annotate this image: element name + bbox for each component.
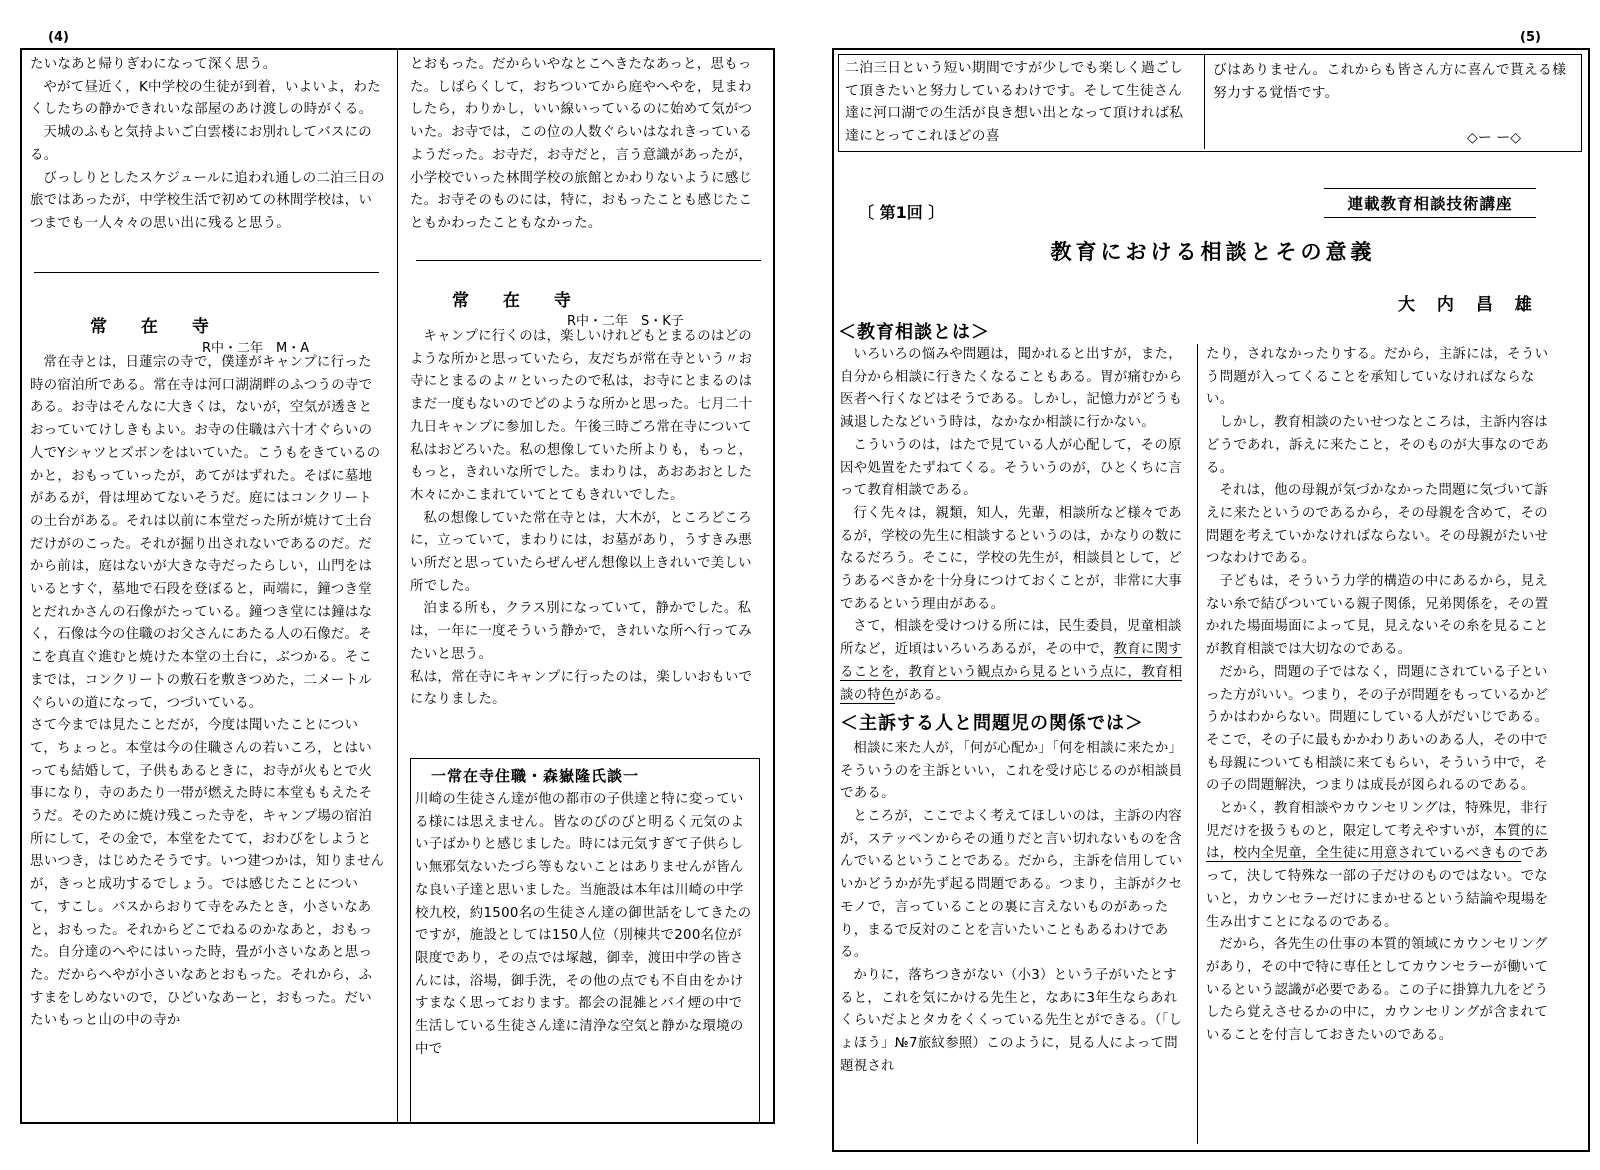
interview-box — [410, 758, 760, 1123]
paragraph: 私は，常在寺にキャンプに行ったのは，楽しいおもいでになりました。 — [410, 669, 753, 708]
paragraph: 天城のふもと気持よいご白雲楼にお別れしてバスにのる。 — [30, 125, 372, 163]
paragraph: やがて昼近く，K中学校の生徒が到着，いよいよ，わたくしたちの静かできれいな部屋のあけ渡しの時がくる。 — [30, 79, 381, 118]
paragraph-text: とかく，教育相談やカウンセリングは，特殊児，非行児だけを扱うものと，限定して考えやすいが， — [1206, 801, 1548, 839]
paragraph: 行く先々は，親類，知人，先輩，相談所など様々であるが，学校の先生に相談するというのは，かなりの数になるだろう。そこに，学校の先生が，相談員として，どうあるべきかを十分身につけておくことが，非常に大事であるという理由がある。 — [840, 505, 1183, 612]
page-right — [832, 48, 1590, 1152]
paragraph: 子どもは，そういう力学的構造の中にあるから，見えない糸で結びついている親子関係，兄弟関係を，その置かれた場面場面によって見，見えないその糸を見ることが教育相談では大切なのである。 — [1206, 574, 1549, 658]
paragraph: とおもった。だからいやなとこへきたなあっと，思もった。しばらくして，おちついてから庭やへやを，見まわしたら，わりかし，いい線いっているのに始めて気がついた。お寺では，この位の人数ぐらいはなれきっているようだった。お寺だ，お寺だと，言う意識があったが，小学校でいった林間学校の旅館とかわりないように感じた。お寺そのものには，特に，おもったことも感じたこともかわったこともなかった。 — [410, 57, 753, 231]
paragraph: キャンプに行くのは，楽しいけれどもとまるのはどのような所かと思っていたら，友だちが常在寺という〃お寺にとまるのよ〃といったので私は，お寺にとまるのはまだ一度もないのでどのような所かと思った。七月二十九日キャンプに参加した。午後三時ごろ常在寺について私はおどろいた。私の想像していた所よりも，もっと，もっと，きれいな所でした。まわりは，あおあおとした木々にかこまれていてとてもきれいでした。 — [410, 329, 753, 503]
series-number: 〔 第1回 〕 — [858, 203, 945, 222]
paragraph: びっしりとしたスケジュールに追われ通しの二泊三日の旅ではあったが，中学校生活で初めての林間学校は，いつまでも一人々々の思い出に残ると思う。 — [30, 170, 385, 231]
paragraph: たいなあと帰りぎわになって深く思う。 — [30, 57, 277, 72]
paragraph: いろいろの悩みや問題は，聞かれると出すが，また，自分から相談に行きたくなることもある。胃が痛むから医者へ行くなどはそうである。しかし，記憶力がどうも減退したなどいう時は，なかなか相談に行かない。 — [840, 347, 1183, 431]
paragraph: こういうのは，はたで見ている人が心配して，その原因や処置をたずねてくる。そういうのが，ひとくちに言って教育相談である。 — [840, 437, 1182, 499]
article-author: 大 内 昌 雄 — [1398, 295, 1540, 315]
paragraph: 相談に来た人が，「何が心配か」「何を相談に来たか」そういうのを主訴といい，これを受け応じるのが相談員である。 — [840, 740, 1183, 802]
box-text-right: びはありません。これからも皆さん方に喜んで貰える様努力する覚悟です。 — [1213, 62, 1567, 101]
paragraph: かりに，落ちつきがない（小3）という子がいたとすると，これを気にかける先生と，なあに3年生ならあれくらいだよとタカをくくっている先生とができる。（「しょほう」№7旅紋参照）このように，見る人によって問題視され — [840, 967, 1183, 1074]
paragraph: だから，問題の子ではなく，問題にされている子といった方がいい。つまり，その子が問題をもっているかどうかはわからない。問題にしている人がだいじである。そこで，その子に最もかかわりあいのある人，その中でも母親についても相談に来てもらい，そういう中で，その子の問題解決，つまりは成長が図られるのである。 — [1206, 664, 1549, 794]
page-left — [20, 48, 775, 1124]
essay-text-1 — [30, 352, 385, 1033]
paragraph: さて今までは見たことだが，今度は聞いたことについて，ちょっと。本堂は今の住職さんの若いころ，とはいっても結婚して，子供もあるときに，お寺が火もとで火事になり，寺のあたり一帯が燃えた時に本堂ももえたそうだ。そのために焼け残こった寺を，キャンプ場の宿泊所にして，その金で，本堂をたてて，おわびをしようと思いつき，はじめたそうです。いつ建つかは，知りませんが，きっと成功するでしょう。では感じたことについて，すこし。バスからおりて寺をみたとき，小さいなあと，おもった。それからどこでねるのかなあと，おもった。自分達のへやにはいった時，畳が小さいなあと思った。だからへやが小さいなあとおもった。それから，ふすまをしめないので，ひどいなあーと，おもった。だいたいもっと山の中の寺か — [30, 718, 385, 1029]
paragraph: 私の想像していた常在寺とは，大木が，ところどころに，立っていて，まわりには，お墓があり，うすきみ悪い所だと思っていたらぜんぜん想像以上きれいで美しい所でした。 — [410, 510, 752, 594]
article-title: 教育における相談とその意義 — [1050, 240, 1376, 264]
page-number-left: (4) — [48, 30, 69, 45]
page-number-right: (5) — [1520, 30, 1541, 45]
paragraph-text: であって，決して特殊な一部の子だけのものではない。でないと，カウンセラーだけにまかせるという結論や現場を生み出すことになるのである。 — [1206, 846, 1549, 930]
essay-byline: R中・二年 M・A — [202, 341, 310, 356]
box-text-left: 二泊三日という短い期間ですが少しでも楽しく過ごして頂きたいと努力しているわけです。そして生徒さん達に河口湖での生活が良き想い出となって頂ければ私達にとってこれほどの喜 — [845, 60, 1184, 145]
article-col-2 — [1206, 344, 1558, 1048]
section-heading: ＜主訴する人と問題児の関係では＞ — [840, 713, 1144, 735]
column-divider — [1197, 344, 1198, 1144]
essay-title: 常 在 寺 — [452, 291, 585, 311]
article-col-1 — [840, 344, 1190, 1079]
essay-byline: R中・二年 S・K子 — [567, 314, 684, 329]
column-text-2-top — [410, 54, 765, 236]
essay-title: 常 在 寺 — [90, 317, 223, 337]
paragraph: だから，各先生の仕事の本質的領域にカウンセリングがあり，その中で特に専任としてカウンセラーが働いているという認識が必要である。この子に掛算九九をどうしたら覚えさせるかの中に，カウンセリングが含まれていることを付言しておきたいのである。 — [1206, 937, 1549, 1044]
series-name: 連載教育相談技術講座 — [1324, 188, 1536, 218]
box-divider — [1204, 55, 1205, 149]
column-divider — [397, 50, 398, 1122]
paragraph: たり，されなかったりする。だから，主訴には，そういう問題が入ってくることを承知していなければならない。 — [1206, 347, 1549, 408]
paragraph: 常在寺とは，日蓮宗の寺で，僕達がキャンプに行った時の宿泊所である。常在寺は河口湖湖畔のふつうの寺である。お寺はそんなに大きくは，ないが，空気が透きとおっていてけしきもよい。お寺の住職は六十才ぐらいの人でYシャツとズボンをはいていた。こうもをきているのかと，おもっていったが，あてがはずれた。そばに墓地があるが，骨は埋めてないそうだ。庭にはコンクリートの土台がある。それは以前に本堂だった所が焼けて土台だけがのこった。それが掘り出されないであるのだ。だから前は，庭はないが大きな寺だったらしい，山門をはいるとすぐ，墓地で石段を登ぼると，両端に，鐘つき堂とだれかさんの石像がたっている。鐘つき堂には鐘はなく，石像は今の住職のお父さんにあたる人の石像だ。そこを真直ぐ進むと焼けた本堂の土台に，ぶつかる。そこまでは，コンクリートの敷石を敷きつめた，二メートルぐらいの道になって，つづいている。 — [30, 355, 381, 711]
paragraph: それは，他の母親が気づかなかった問題に気づいて訴えに来たというのであるから，その母親を含めて，その問題を考えていかなければならない。その母親がたいせつなわけである。 — [1206, 483, 1549, 567]
paragraph-text: さて，相談を受けつける所には，民生委員，児童相談所など，近頃はいろいろあるが，その中で， — [840, 619, 1182, 658]
box-title: 一常在寺住職・森嶽隆氏談一 — [431, 767, 640, 785]
underlined-text: 本質的には，校内全児童，全生徒に用意されているべきもの — [1206, 823, 1549, 862]
paragraph: 泊まる所も，クラス別になっていて，静かでした。私は，一年に一度そういう静かで，きれいな所へ行ってみたいと思う。 — [410, 601, 752, 662]
underlined-text: 教育に関することを，教育という観点から見るという点に，教育相談の特色 — [840, 642, 1183, 703]
box-text: 川崎の生徒さん達が他の都市の子供達と特に変っている様には思えません。皆なのびのびと明るく元気のよい子ばかりと感じました。時には元気すぎて子供らしい無邪気ないたづら等もないことはありませんが皆んな良い子達と思いました。当施設は本年は川崎の中学校九校，約1500名の生徒さん達の御世話をしてきたのですが，施設としては150人位（別棟共で200名位が限度であり，その点では塚越，御幸，渡田中学の皆さんには，浴場，御手洗，その他の点でも不自由をかけすまなく思っております。都会の混雑とバイ煙の中で生活している生徒さん達に清浄な空気と静かな環境の中で — [415, 792, 752, 1057]
section-heading: ＜教育相談とは＞ — [838, 322, 990, 343]
column-text-1-top — [30, 54, 385, 236]
box-signature: ◇ー ー◇ — [1467, 130, 1521, 146]
section-divider — [34, 272, 379, 273]
paragraph-text: がある。 — [894, 687, 950, 703]
paragraph: しかし，教育相談のたいせつなところは，主訴内容はどうであれ，訴えに来たこと，そのものが大事なのである。 — [1206, 415, 1550, 476]
essay-text-2 — [410, 326, 765, 712]
paragraph: ところが，ここでよく考えてほしいのは，主訴の内容が，ステッペンからその通りだと言い切れないものを含んでいるということである。だから，主訴を信用していいかどうかが先ず起る問題である。つまり，主訴がクセモノで，言っていることの裏に言えないものがあったり，まるで反対のことを言いたいこともあるわけである。 — [840, 809, 1183, 961]
section-divider — [416, 260, 761, 261]
continuation-box — [838, 54, 1582, 152]
